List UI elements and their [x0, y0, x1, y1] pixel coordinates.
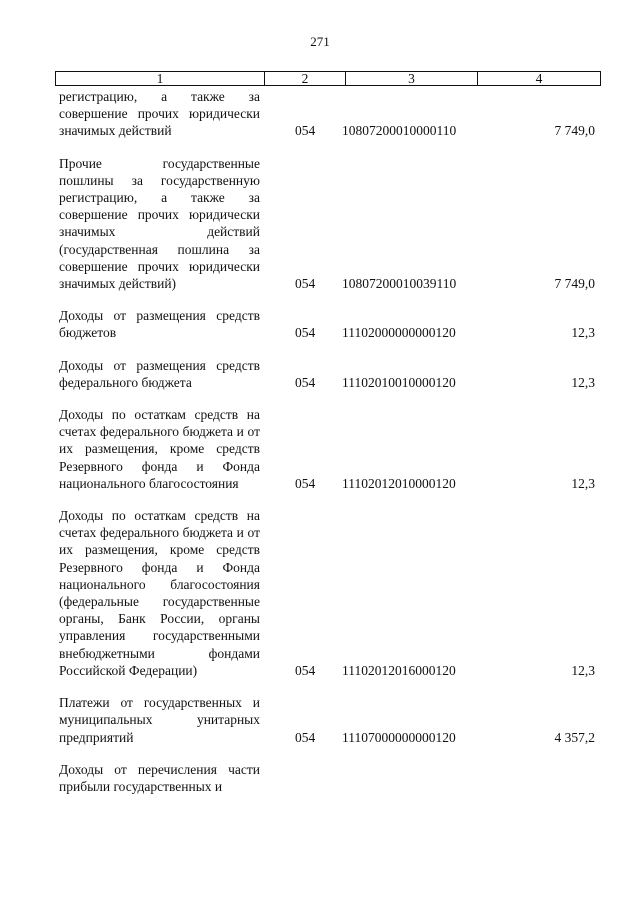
table-row — [59, 357, 599, 391]
table-row — [59, 694, 599, 746]
row-code: 054 — [295, 374, 316, 390]
table-row — [59, 88, 599, 140]
row-code: 054 — [295, 276, 316, 292]
table-body — [59, 88, 599, 810]
table-row — [59, 761, 599, 795]
table-row — [59, 155, 599, 293]
row-amount: 12,3 — [571, 374, 595, 390]
row-amount: 4 357,2 — [554, 729, 595, 745]
row-description: регистрацию, а также за совершение прочих юридически значимых действий — [59, 89, 260, 139]
table-row — [59, 406, 599, 492]
row-kbk: 10807200010039110 — [342, 276, 457, 292]
page-number: 271 — [310, 34, 330, 49]
row-code: 054 — [295, 729, 316, 745]
row-description: Доходы по остаткам средств на счетах федерального бюджета и от их размещения, кроме средств Резервного фонда и Фонда национального благосостояния — [59, 407, 260, 491]
row-code: 054 — [295, 662, 316, 678]
row-code: 054 — [295, 475, 316, 491]
row-amount: 12,3 — [571, 662, 595, 678]
row-amount: 7 749,0 — [554, 276, 595, 292]
row-description: Доходы по остаткам средств на счетах федерального бюджета и от их размещения, кроме средств Резервного фонда и Фонда национального благосостояния (федеральные государственные органы, Банк России, органы управления государственными внебюджетными фондами Российской Федерации) — [59, 508, 260, 678]
row-amount: 12,3 — [571, 475, 595, 491]
table-header — [55, 71, 601, 86]
row-description: Платежи от государственных и муниципальных унитарных предприятий — [59, 695, 260, 745]
row-description: Доходы от размещения средств бюджетов — [59, 308, 260, 341]
header-col-1: 1 — [56, 72, 265, 85]
table-row — [59, 307, 599, 341]
row-kbk: 11102012010000120 — [342, 475, 456, 491]
header-col-2: 2 — [265, 72, 346, 85]
row-kbk: 11102012016000120 — [342, 662, 456, 678]
row-kbk: 10807200010000110 — [342, 123, 457, 139]
row-kbk: 11107000000000120 — [342, 729, 456, 745]
table-row — [59, 507, 599, 679]
row-kbk: 11102000000000120 — [342, 325, 456, 341]
header-col-3: 3 — [346, 72, 478, 85]
row-description: Доходы от размещения средств федерального бюджета — [59, 357, 260, 390]
header-col-4: 4 — [535, 71, 543, 86]
row-amount: 7 749,0 — [554, 123, 595, 139]
row-description: Доходы от перечисления части прибыли государственных и — [59, 761, 260, 794]
row-code: 054 — [295, 325, 316, 341]
row-description: Прочие государственные пошлины за государственную регистрацию, а также за совершение прочих юридически значимых действий (государственная пошлина за совершение прочих юридически значимых действий) — [59, 155, 260, 292]
row-code: 054 — [295, 123, 316, 139]
row-kbk: 11102010010000120 — [342, 374, 456, 390]
row-amount: 12,3 — [571, 325, 595, 341]
